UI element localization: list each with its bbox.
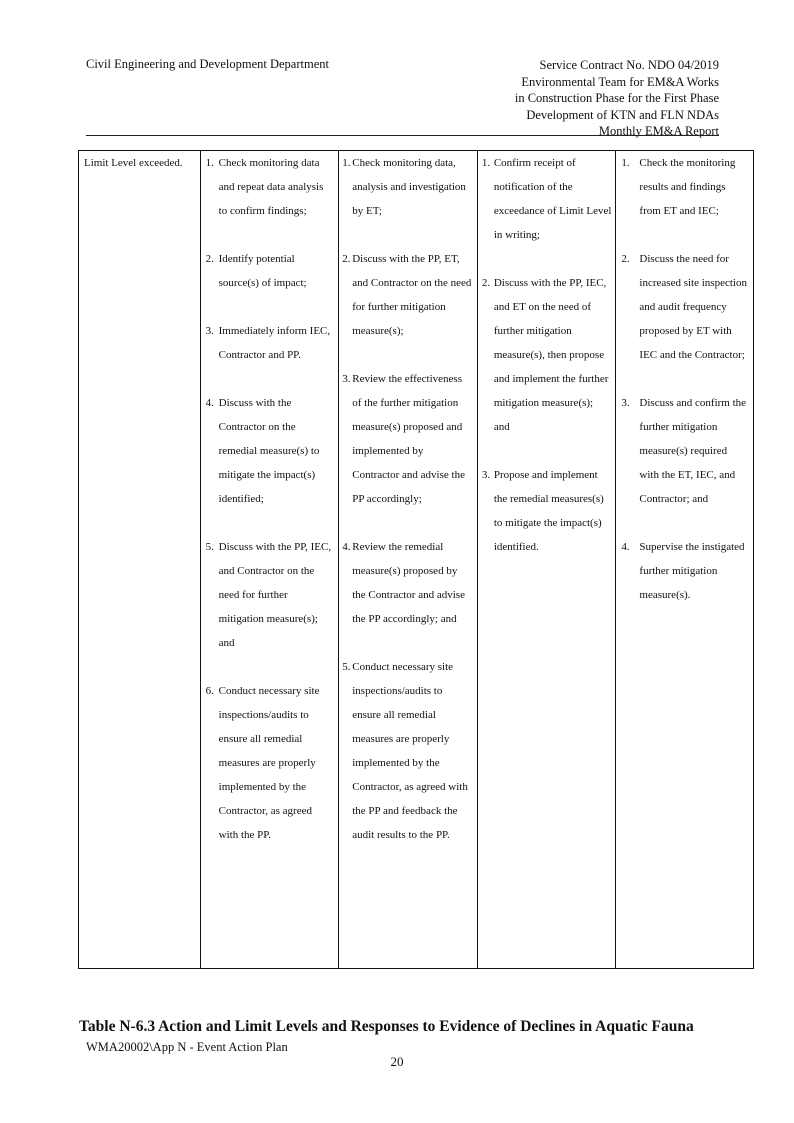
list-item (206, 391, 335, 511)
item-number: 2. (342, 253, 351, 265)
item-number: 1. (621, 157, 630, 169)
item-text: Check monitoring data, analysis and investigation by ET; (352, 157, 466, 217)
pp-actions-column (615, 151, 753, 968)
item-number: 3. (342, 373, 351, 385)
list-item (621, 151, 749, 223)
item-text: Check the monitoring results and findings from ET and IEC; (639, 157, 736, 217)
list-item (342, 247, 473, 343)
item-text: Propose and implement the remedial measures(s) to mitigate the impact(s) identified. (493, 469, 604, 553)
header-contract-info (515, 57, 719, 140)
page-number: 20 (390, 1054, 404, 1069)
header-line: in Construction Phase for the First Phase (514, 91, 719, 105)
item-text: Discuss the need for increased site inspection and audit frequency proposed by ET with IEC and the Contractor; (639, 253, 747, 361)
item-text: Discuss with the Contractor on the remedial measure(s) to mitigate the impact(s) identified; (218, 397, 320, 505)
et-actions-column (200, 151, 339, 968)
item-text: Identify potential source(s) of impact; (218, 253, 307, 289)
item-number: 5. (342, 661, 351, 673)
list-item (206, 679, 335, 847)
item-text: Conduct necessary site inspections/audits to ensure all remedial measures are properly implemented by the Contractor, as agreed with the PP. (218, 685, 320, 841)
item-number: 1. (342, 157, 351, 169)
list-item (342, 655, 473, 847)
item-number: 3. (205, 325, 214, 337)
header-divider (86, 135, 719, 136)
list-item (342, 367, 473, 511)
header-line: Service Contract No. NDO 04/2019 (539, 58, 719, 72)
event-cell: Limit Level exceeded. (84, 157, 183, 169)
list-item (621, 535, 749, 607)
item-number: 2. (205, 253, 214, 265)
list-item (342, 151, 473, 223)
list-item (482, 271, 612, 439)
item-number: 6. (205, 685, 214, 697)
list-item (206, 247, 335, 295)
item-number: 2. (621, 253, 630, 265)
header-line: Development of KTN and FLN NDAs (526, 107, 719, 122)
event-action-table (78, 150, 754, 969)
list-item (482, 463, 612, 559)
list-item (482, 151, 612, 247)
item-text: Immediately inform IEC, Contractor and PP. (218, 325, 331, 361)
item-text: Check monitoring data and repeat data analysis to confirm findings; (218, 157, 324, 217)
item-text: Discuss with the PP, IEC, and ET on the need of further mitigation measure(s), then propose and implement the further mitigation measure(s); and (493, 277, 609, 433)
item-text: Discuss and confirm the further mitigation measure(s) required with the ET, IEC, and Contractor; and (639, 397, 747, 505)
table-caption: Table N-6.3 Action and Limit Levels and Responses to Evidence of Declines in Aquatic Fauna (79, 1018, 694, 1035)
item-text: Confirm receipt of notification of the exceedance of Limit Level in writing; (493, 157, 612, 241)
item-number: 1. (481, 157, 491, 169)
list-item (621, 391, 749, 511)
item-text: Review the remedial measure(s) proposed by the Contractor and advise the PP accordingly; and (352, 541, 465, 625)
item-text: Discuss with the PP, ET, and Contractor on the need for further mitigation measure(s); (352, 253, 472, 337)
header-line: Environmental Team for EM&A Works (521, 74, 719, 89)
item-number: 4. (342, 541, 351, 553)
item-number: 1. (205, 157, 214, 169)
item-number: 2. (481, 277, 491, 289)
item-number: 3. (621, 397, 630, 409)
item-number: 3. (481, 469, 491, 481)
item-text: Discuss with the PP, IEC, and Contractor on the need for further mitigation measure(s); and (218, 541, 332, 649)
item-number: 4. (205, 397, 214, 409)
item-text: Supervise the instigated further mitigation measure(s). (639, 541, 745, 601)
item-text: Review the effectiveness of the further mitigation measure(s) proposed and implemented by Contractor and advise the PP accordingly; (352, 373, 465, 505)
item-number: 5. (205, 541, 214, 553)
document-reference: WMA20002\App N - Event Action Plan (86, 1040, 288, 1054)
list-item (206, 151, 335, 223)
list-item (342, 535, 473, 631)
iec-actions-column (338, 151, 477, 968)
list-item (621, 247, 749, 367)
item-number: 4. (621, 541, 630, 553)
header-organization: Civil Engineering and Development Department (86, 57, 329, 71)
list-item (206, 535, 335, 655)
header-line: Monthly EM&A Report (598, 124, 719, 138)
contractor-actions-column (477, 151, 616, 968)
list-item (206, 319, 335, 367)
item-text: Conduct necessary site inspections/audits to ensure all remedial measures are properly implemented by the Contractor, as agreed with the PP and feedback the audit results to the PP. (352, 661, 468, 841)
event-column (79, 151, 200, 968)
